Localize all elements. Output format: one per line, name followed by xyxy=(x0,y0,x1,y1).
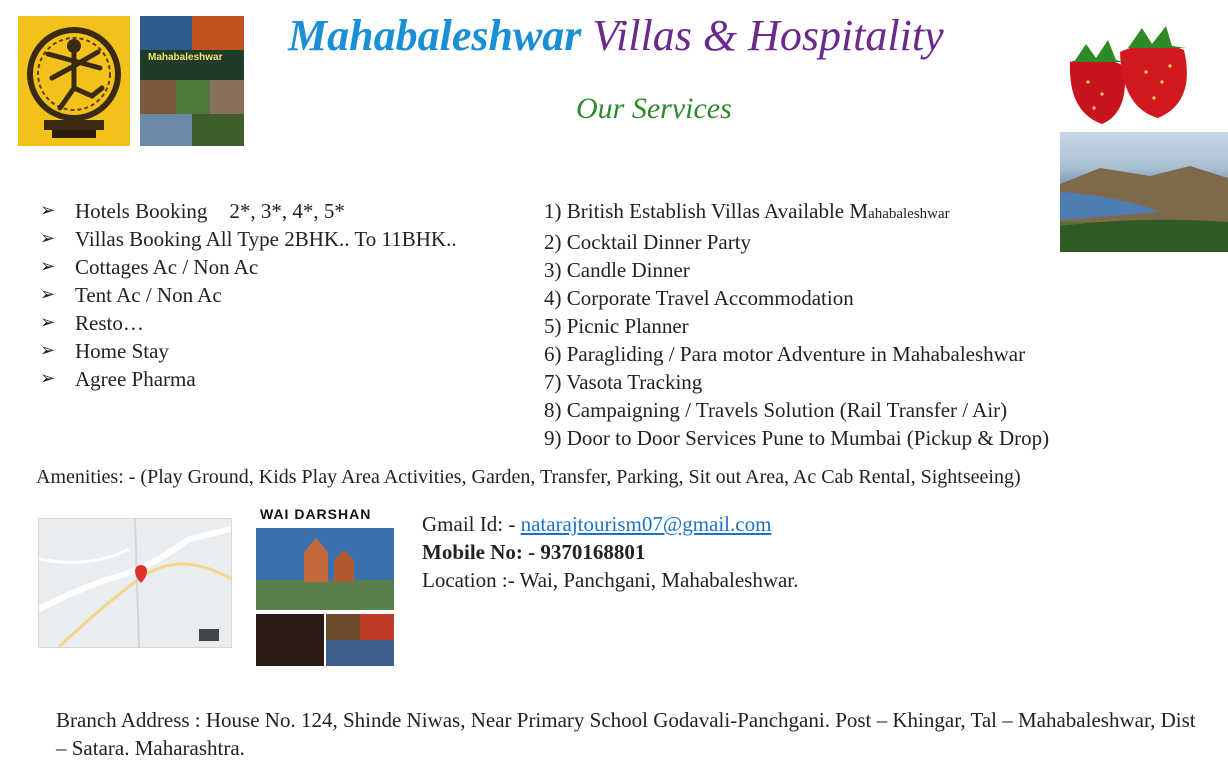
service-text: 8) Campaigning / Travels Solution (Rail Transfer / Air) xyxy=(544,398,1008,422)
services-heading: Our Services xyxy=(576,92,732,125)
service-label: Resto… xyxy=(75,311,144,335)
service-text: 2) Cocktail Dinner Party xyxy=(544,230,752,254)
gmail-line xyxy=(422,510,798,538)
list-item xyxy=(544,284,1049,312)
branch-address: Branch Address : House No. 124, Shinde Niwas, Near Primary School Godavali-Panchgani. Post – Khingar, Tal – Mahabaleshwar, Dist – Satara. Maharashtra. xyxy=(56,708,1196,760)
gmail-label: Gmail Id: - xyxy=(422,512,521,536)
numbered-services-list xyxy=(544,197,1049,452)
service-label: Cottages Ac / Non Ac xyxy=(75,255,259,279)
mahabaleshwar-collage xyxy=(140,16,244,146)
arrow-bullet-icon: ➢ xyxy=(40,284,56,305)
title-brand: Mahabaleshwar xyxy=(288,11,582,60)
service-label: Home Stay xyxy=(75,339,169,363)
list-item xyxy=(40,365,457,393)
arrow-bullet-icon: ➢ xyxy=(40,228,56,249)
service-label: Agree Pharma xyxy=(75,367,196,391)
wai-darshan-poster xyxy=(254,502,396,668)
star-ratings: 2*, 3*, 4*, 5* xyxy=(229,199,345,223)
service-text: 6) Paragliding / Para motor Adventure in Mahabaleshwar xyxy=(544,342,1026,366)
list-item xyxy=(544,256,1049,284)
service-label: Hotels Booking xyxy=(75,199,208,223)
amenities-text: Amenities: - (Play Ground, Kids Play Area Activities, Garden, Transfer, Parking, Sit out Area, Ac Cab Rental, Sightseeing) xyxy=(36,466,1021,488)
list-item xyxy=(544,396,1049,424)
list-item xyxy=(40,337,457,365)
list-item xyxy=(40,309,457,337)
arrow-bullet-icon: ➢ xyxy=(40,340,56,361)
service-text: 4) Corporate Travel Accommodation xyxy=(544,286,854,310)
title-tagline: Villas & Hospitality xyxy=(592,11,944,60)
list-item xyxy=(40,197,457,225)
list-item xyxy=(544,312,1049,340)
strawberries-icon xyxy=(1050,22,1210,130)
service-text: 9) Door to Door Services Pune to Mumbai (Pickup & Drop) xyxy=(544,426,1050,450)
list-item xyxy=(544,197,1049,228)
location-map[interactable] xyxy=(38,518,232,648)
service-label: Villas Booking All Type 2BHK.. To 11BHK.. xyxy=(75,227,457,251)
mountain-valley-photo xyxy=(1060,132,1228,252)
arrow-bullet-icon: ➢ xyxy=(40,256,56,277)
service-text: 5) Picnic Planner xyxy=(544,314,689,338)
contact-block xyxy=(422,510,798,594)
arrow-bullet-icon: ➢ xyxy=(40,200,56,221)
collage-caption: Mahabaleshwar xyxy=(148,52,223,63)
page-title xyxy=(288,10,944,61)
services-list xyxy=(40,197,457,393)
list-item xyxy=(40,253,457,281)
service-text: 1) British Establish Villas Available M xyxy=(544,199,869,223)
nataraja-statue-icon xyxy=(18,16,130,146)
service-text: 3) Candle Dinner xyxy=(544,258,690,282)
list-item xyxy=(544,424,1049,452)
mobile-number: Mobile No: - 9370168801 xyxy=(422,540,646,564)
list-item xyxy=(40,281,457,309)
list-item xyxy=(544,368,1049,396)
arrow-bullet-icon: ➢ xyxy=(40,368,56,389)
list-item xyxy=(40,225,457,253)
list-item xyxy=(544,228,1049,256)
email-link[interactable]: natarajtourism07@gmail.com xyxy=(520,512,772,536)
service-label: Tent Ac / Non Ac xyxy=(75,283,222,307)
location-text: Location :- Wai, Panchgani, Mahabaleshwar. xyxy=(422,568,799,592)
service-text: 7) Vasota Tracking xyxy=(544,370,703,394)
poster-title: WAI DARSHAN xyxy=(260,506,372,522)
arrow-bullet-icon: ➢ xyxy=(40,312,56,333)
list-item xyxy=(544,340,1049,368)
service-text-small: ahabaleshwar xyxy=(868,206,950,222)
